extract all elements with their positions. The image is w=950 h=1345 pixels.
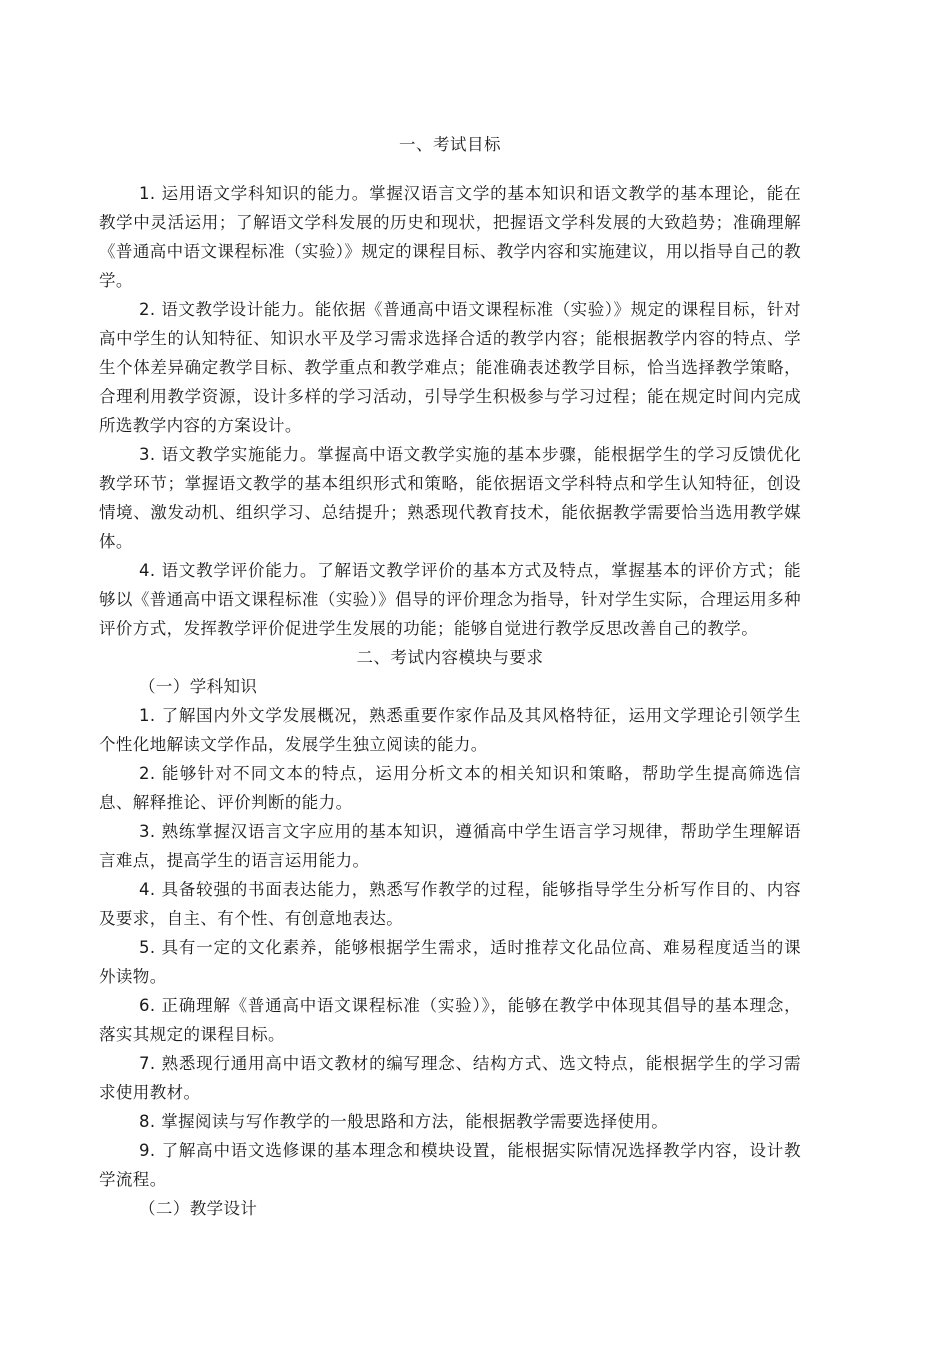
paragraph-knowledge-2: 2. 能够针对不同文本的特点，运用分析文本的相关知识和策略，帮助学生提高筛选信息、解释推论、评价判断的能力。 <box>99 764 801 812</box>
subsection-title-subject-knowledge: （一）学科知识 <box>139 677 258 696</box>
paragraph-knowledge-9: 9. 了解高中语文选修课的基本理念和模块设置，能根据实际情况选择教学内容，设计教学流程。 <box>99 1141 801 1189</box>
section-title-exam-goals: 一、考试目标 <box>399 135 501 154</box>
paragraph-goal-2: 2. 语文教学设计能力。能依据《普通高中语文课程标准（实验）》规定的课程目标，针对高中学生的认知特征、知识水平及学习需求选择合适的教学内容；能根据教学内容的特点、学生个体差异确定教学目标、教学重点和教学难点；能准确表述教学目标，恰当选择教学策略，合理利用教学资源，设计多样的学习活动，引导学生积极参与学习过程；能在规定时间内完成所选教学内容的方案设计。 <box>99 300 801 435</box>
section-title-content-modules: 二、考试内容模块与要求 <box>356 648 544 667</box>
paragraph-goal-1: 1. 运用语文学科知识的能力。掌握汉语言文学的基本知识和语文教学的基本理论，能在教学中灵活运用；了解语文学科发展的历史和现状，把握语文学科发展的大致趋势；准确理解《普通高中语文课程标准（实验）》规定的课程目标、教学内容和实施建议，用以指导自己的教学。 <box>99 184 801 290</box>
paragraph-goal-3: 3. 语文教学实施能力。掌握高中语文教学实施的基本步骤，能根据学生的学习反馈优化教学环节；掌握语文教学的基本组织形式和策略，能依据语文学科特点和学生认知特征，创设情境、激发动机、组织学习、总结提升；熟悉现代教育技术，能依据教学需要恰当选用教学媒体。 <box>99 445 801 551</box>
paragraph-knowledge-5: 5. 具有一定的文化素养，能够根据学生需求，适时推荐文化品位高、难易程度适当的课外读物。 <box>99 938 801 986</box>
paragraph-knowledge-3: 3. 熟练掌握汉语言文字应用的基本知识，遵循高中学生语言学习规律，帮助学生理解语言难点，提高学生的语言运用能力。 <box>99 822 801 870</box>
paragraph-goal-4: 4. 语文教学评价能力。了解语文教学评价的基本方式及特点，掌握基本的评价方式；能够以《普通高中语文课程标准（实验）》倡导的评价理念为指导，针对学生实际，合理运用多种评价方式，发挥教学评价促进学生发展的功能；能够自觉进行教学反思改善自己的教学。 <box>99 561 801 638</box>
paragraph-knowledge-8: 8. 掌握阅读与写作教学的一般思路和方法，能根据教学需要选择使用。 <box>139 1112 669 1131</box>
paragraph-knowledge-1: 1. 了解国内外文学发展概况，熟悉重要作家作品及其风格特征，运用文学理论引领学生个性化地解读文学作品，发展学生独立阅读的能力。 <box>99 706 801 754</box>
paragraph-knowledge-4: 4. 具备较强的书面表达能力，熟悉写作教学的过程，能够指导学生分析写作目的、内容及要求，自主、有个性、有创意地表达。 <box>99 880 801 928</box>
paragraph-knowledge-7: 7. 熟悉现行通用高中语文教材的编写理念、结构方式、选文特点，能根据学生的学习需求使用教材。 <box>99 1054 801 1102</box>
subsection-title-teaching-design: （二）教学设计 <box>139 1199 258 1218</box>
paragraph-knowledge-6: 6. 正确理解《普通高中语文课程标准（实验）》，能够在教学中体现其倡导的基本理念，落实其规定的课程目标。 <box>99 996 801 1044</box>
document-page <box>99 130 801 1223</box>
